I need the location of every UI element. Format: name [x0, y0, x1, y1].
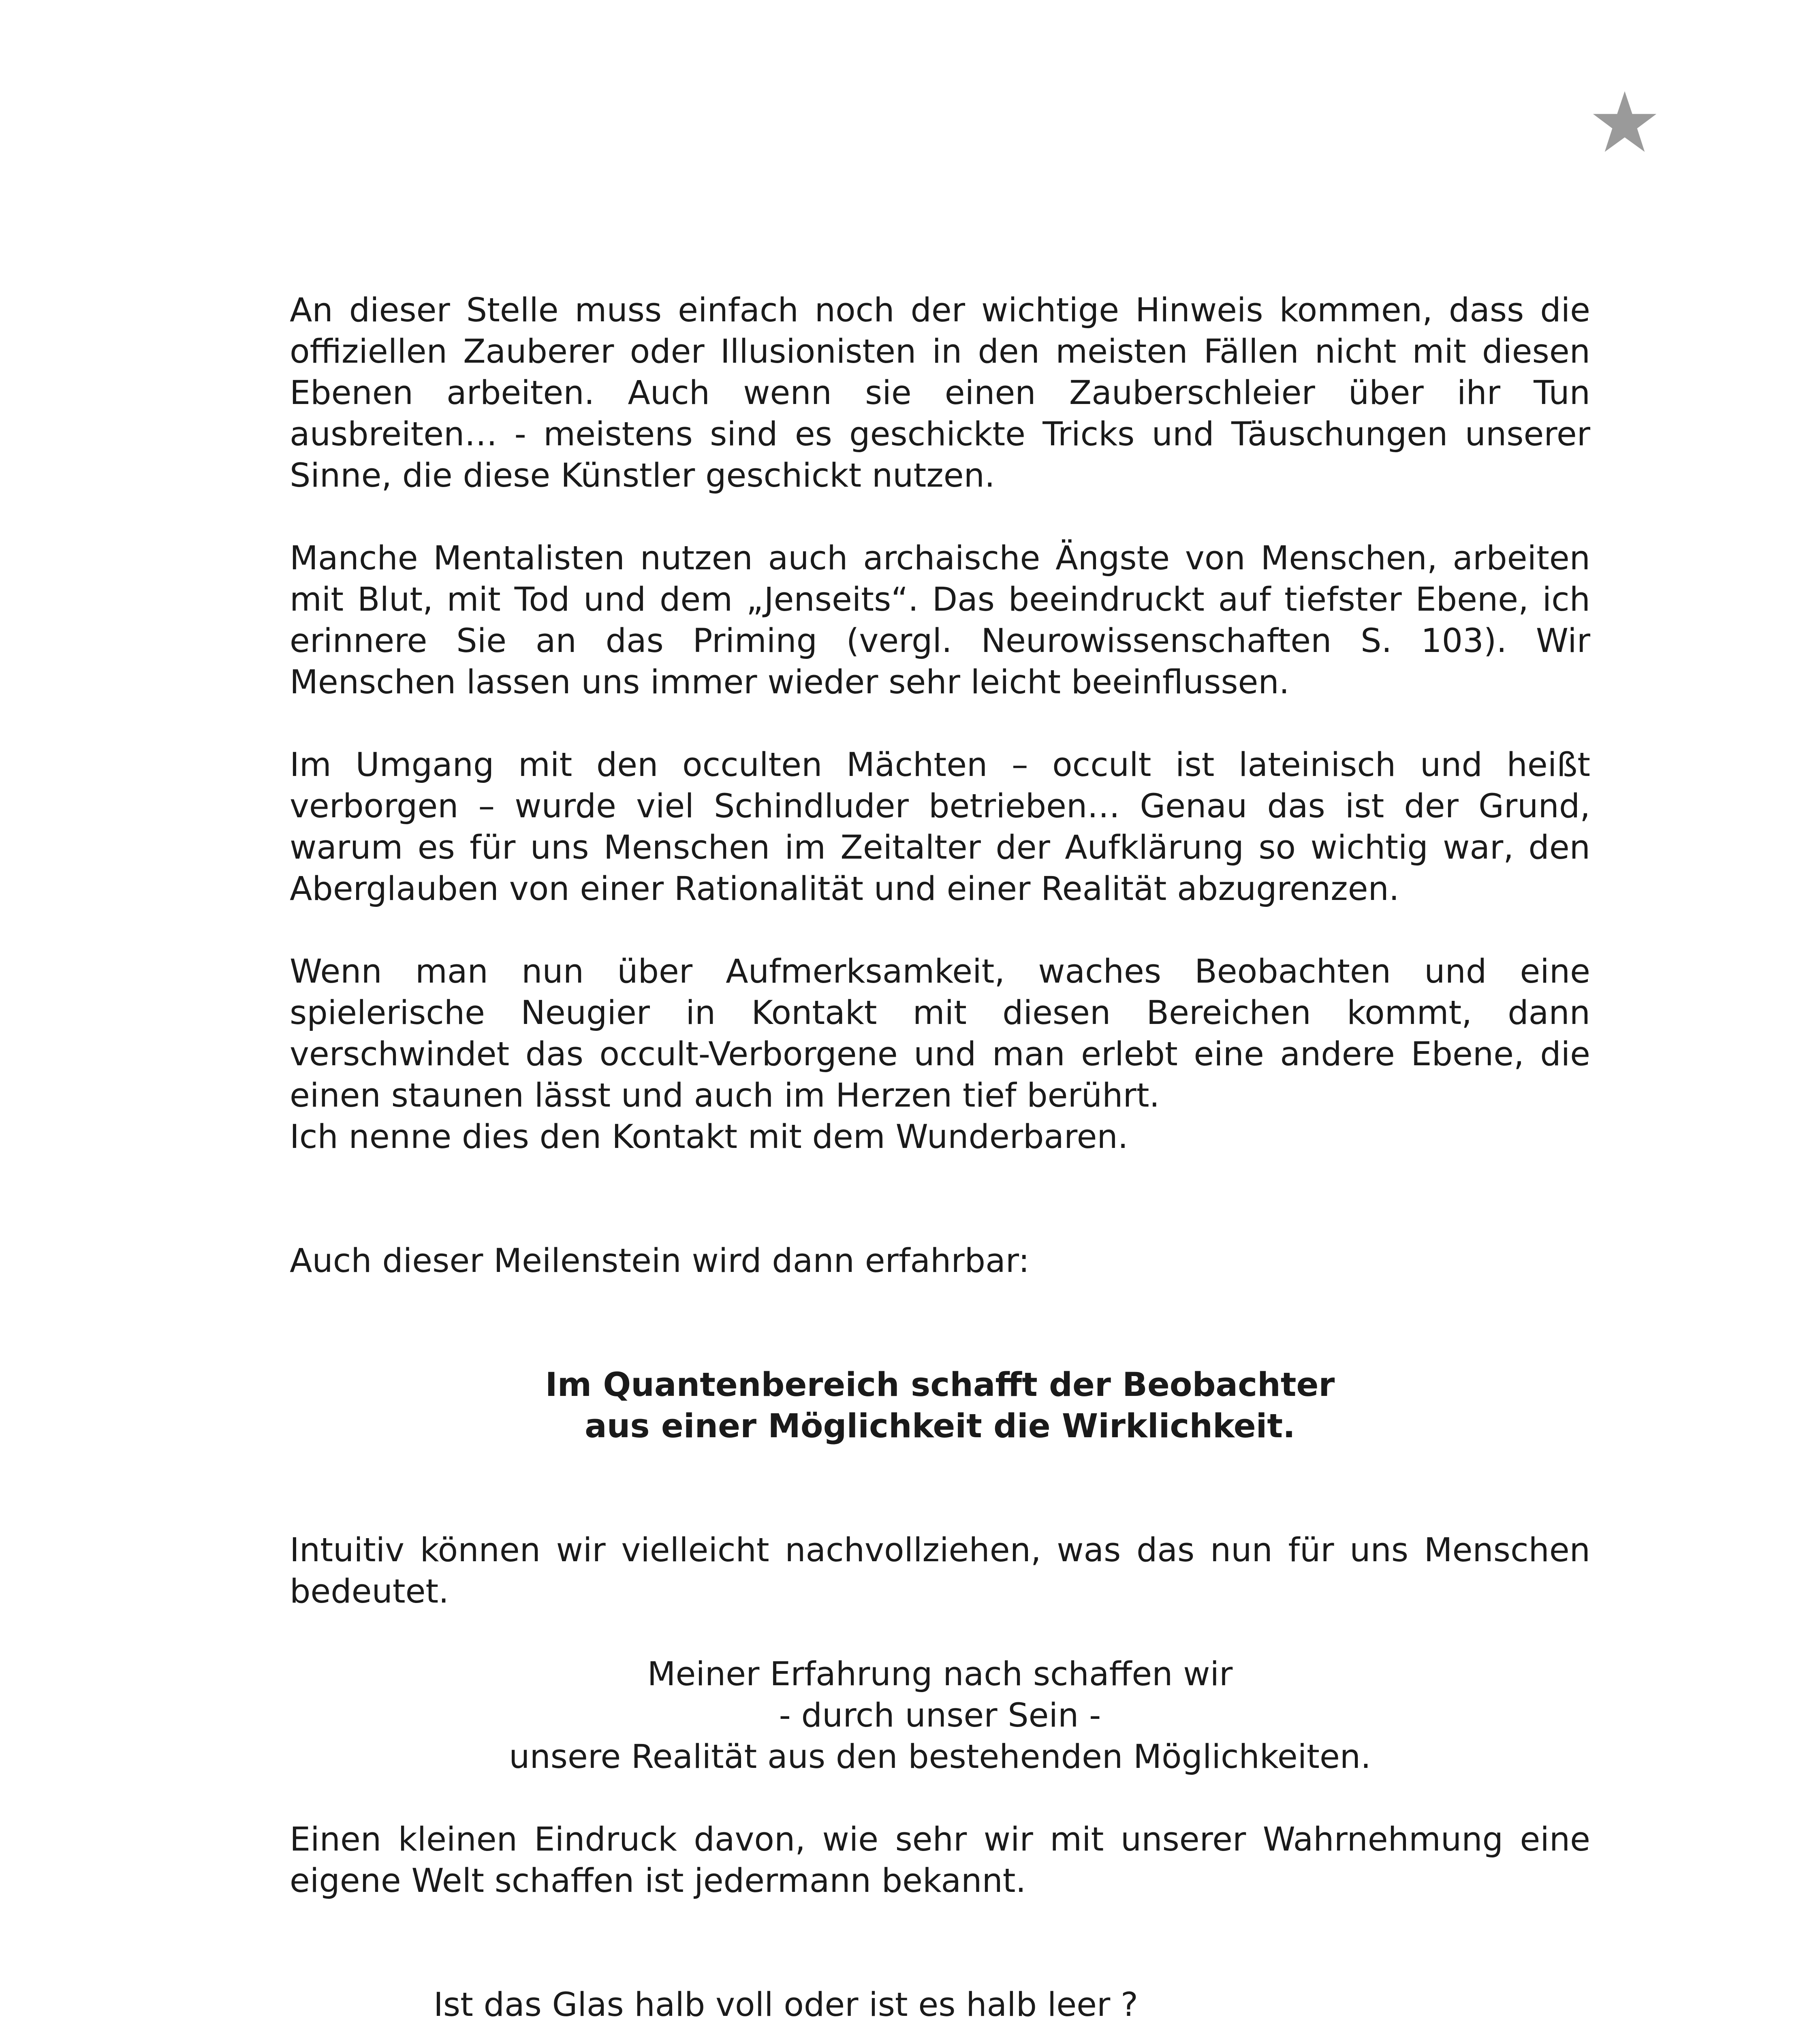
star-icon — [1590, 89, 1659, 158]
paragraph-mentalists: Manche Mentalisten nutzen auch archaische Ängste von Menschen, arbeiten mit Blut, mit Tod und dem „Jenseits“. Das beeindruckt auf tiefster Ebene, ich erinnere Sie an das Priming (vergl. Neurowissenschaften S. 103). Wir Menschen lassen uns immer wieder sehr leicht beeinflussen. — [290, 539, 1590, 701]
paragraph-perception: Einen kleinen Eindruck davon, wie sehr wir mit unserer Wahrnehmung eine eigene Welt schaffen ist jedermann bekannt. — [290, 1821, 1590, 1900]
quote-line-1: Im Quantenbereich schafft der Beobachter — [545, 1366, 1335, 1404]
centered-statement — [290, 1654, 1590, 1778]
paragraph-occult: Im Umgang mit den occulten Mächten – occult ist lateinisch und heißt verborgen – wurde viel Schindluder betrieben… Genau das ist der Grund, warum es für uns Menschen im Zeitalter der Aufklärung so wichtig war, den Aberglauben von einer Rationalität und einer Realität abzugrenzen. — [290, 746, 1590, 908]
paragraph-milestone: Auch dieser Meilenstein wird dann erfahrbar: — [290, 1242, 1030, 1280]
quote-line-2: aus einer Möglichkeit die Wirklichkeit. — [585, 1407, 1295, 1445]
center-line-1: Meiner Erfahrung nach schaffen wir — [647, 1655, 1233, 1693]
paragraph-intuitive: Intuitiv können wir vielleicht nachvollziehen, was das nun für uns Menschen bedeutet. — [290, 1531, 1590, 1611]
center-line-3: unsere Realität aus den bestehenden Möglichkeiten. — [509, 1738, 1371, 1776]
paragraph-wonderful: Ich nenne dies den Kontakt mit dem Wunderbaren. — [290, 1118, 1128, 1156]
glass-question: Ist das Glas halb voll oder ist es halb leer ? — [434, 1986, 1139, 2024]
page-body — [290, 290, 1590, 2026]
paragraph-illusionists: An dieser Stelle muss einfach noch der wichtige Hinweis kommen, dass die offiziellen Zauberer oder Illusionisten in den meisten Fällen nicht mit diesen Ebenen arbeiten. Auch wenn sie einen Zauberschleier über ihr Tun ausbreiten… - meistens sind es geschickte Tricks und Täuschungen unserer Sinne, die diese Künstler geschickt nutzen. — [290, 291, 1590, 495]
center-line-2: - durch unser Sein - — [779, 1697, 1101, 1735]
highlighted-quote — [290, 1364, 1590, 1447]
paragraph-attention: Wenn man nun über Aufmerksamkeit, waches Beobachten und eine spielerische Neugier in Kontakt mit diesen Bereichen kommt, dann verschwindet das occult-Verborgene und man erlebt eine andere Ebene, die einen staunen lässt und auch im Herzen tief berührt. — [290, 953, 1590, 1115]
